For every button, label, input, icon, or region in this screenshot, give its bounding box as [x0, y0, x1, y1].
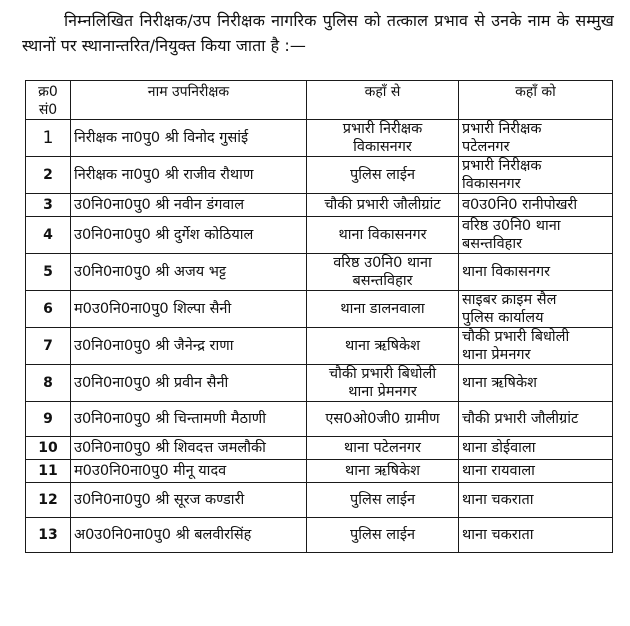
row-from: [307, 157, 459, 194]
row-to-line: थाना डोईवाला: [462, 440, 536, 456]
table-row: [26, 194, 613, 217]
row-officer-name: उ0नि0ना0पु0 श्री प्रवीन सैनी: [71, 365, 307, 402]
table-row: [26, 328, 613, 365]
row-to-line: थाना विकासनगर: [462, 264, 551, 280]
row-to: [459, 437, 613, 460]
row-to: [459, 518, 613, 553]
row-officer-name: उ0नि0ना0पु0 श्री सूरज कण्डारी: [71, 483, 307, 518]
row-from: [307, 483, 459, 518]
row-to-line: प्रभारी निरीक्षक: [462, 121, 542, 137]
table-row: [26, 120, 613, 157]
row-serial: 6: [26, 291, 71, 328]
table-row: [26, 483, 613, 518]
row-to-line: पुलिस कार्यालय: [462, 310, 544, 326]
row-to-line: चौकी प्रभारी जौलीग्रांट: [462, 411, 579, 427]
row-from-line: थाना डालनवाला: [340, 301, 425, 317]
row-to-line: थाना चकराता: [462, 492, 534, 508]
table-row: [26, 518, 613, 553]
row-to-line: थाना रायवाला: [462, 463, 535, 479]
row-from: [307, 254, 459, 291]
table-row: [26, 365, 613, 402]
row-from-line: थाना ऋषिकेश: [345, 463, 420, 479]
row-from-line: चौकी प्रभारी जौलीग्रांट: [324, 197, 441, 213]
table-row: [26, 402, 613, 437]
row-to: [459, 120, 613, 157]
row-from: [307, 194, 459, 217]
row-from: [307, 217, 459, 254]
row-officer-name: निरीक्षक ना0पु0 श्री विनोद गुसांई: [71, 120, 307, 157]
row-serial: 5: [26, 254, 71, 291]
row-to-line: चौकी प्रभारी बिधोली: [462, 329, 570, 345]
row-to-line: पटेलनगर: [462, 139, 510, 155]
header-to: कहाँ को: [459, 81, 613, 120]
row-from-line: पुलिस लाईन: [350, 167, 415, 183]
row-officer-name: निरीक्षक ना0पु0 श्री राजीव रौथाण: [71, 157, 307, 194]
row-from-line: विकासनगर: [353, 139, 412, 155]
header-serial-number: [26, 81, 71, 120]
row-from-line: बसन्तविहार: [352, 273, 413, 289]
header-name: नाम उपनिरीक्षक: [71, 81, 307, 120]
row-serial: 12: [26, 483, 71, 518]
row-to: [459, 328, 613, 365]
row-officer-name: उ0नि0ना0पु0 श्री अजय भट्ट: [71, 254, 307, 291]
row-serial: 11: [26, 460, 71, 483]
row-to: [459, 194, 613, 217]
table-row: [26, 437, 613, 460]
table-row: [26, 460, 613, 483]
row-to-line: विकासनगर: [462, 176, 521, 192]
row-from-line: थाना पटेलनगर: [344, 440, 421, 456]
row-officer-name: म0उ0नि0ना0पु0 शिल्पा सैनी: [71, 291, 307, 328]
row-from: [307, 460, 459, 483]
row-from-line: वरिष्ठ उ0नि0 थाना: [333, 255, 432, 271]
row-to: [459, 157, 613, 194]
row-officer-name: उ0नि0ना0पु0 श्री नवीन डंगवाल: [71, 194, 307, 217]
row-from-line: चौकी प्रभारी बिधोली: [328, 366, 437, 382]
row-officer-name: म0उ0नि0ना0पु0 मीनू यादव: [71, 460, 307, 483]
row-to: [459, 254, 613, 291]
row-serial: 13: [26, 518, 71, 553]
row-from-line: थाना विकासनगर: [338, 227, 427, 243]
row-serial: 2: [26, 157, 71, 194]
row-officer-name: उ0नि0ना0पु0 श्री दुर्गेश कोठियाल: [71, 217, 307, 254]
row-to: [459, 402, 613, 437]
header-from: कहाँ से: [307, 81, 459, 120]
row-officer-name: उ0नि0ना0पु0 श्री जैनेन्द्र राणा: [71, 328, 307, 365]
row-to: [459, 291, 613, 328]
row-to-line: थाना चकराता: [462, 527, 534, 543]
row-officer-name: उ0नि0ना0पु0 श्री शिवदत्त जमलौकी: [71, 437, 307, 460]
row-from: [307, 365, 459, 402]
row-serial: 8: [26, 365, 71, 402]
row-from: [307, 402, 459, 437]
intro-text: निम्नलिखित निरीक्षक/उप निरीक्षक नागरिक पुलिस को तत्काल प्रभाव से उनके नाम के सम्मुख स्थानों पर स्थानान्तरित/नियुक्त किया जाता है :—: [22, 11, 614, 55]
row-from-line: प्रभारी निरीक्षक: [342, 121, 423, 137]
row-to-line: प्रभारी निरीक्षक: [462, 158, 542, 174]
table-row: [26, 217, 613, 254]
row-serial: 3: [26, 194, 71, 217]
row-from-line: पुलिस लाईन: [350, 492, 415, 508]
row-to-line: थाना ऋषिकेश: [462, 375, 537, 391]
row-serial: 9: [26, 402, 71, 437]
row-serial: 7: [26, 328, 71, 365]
row-to: [459, 483, 613, 518]
table-header-row: [26, 81, 613, 120]
row-to: [459, 460, 613, 483]
transfer-table: [25, 80, 613, 553]
row-from-line: एस0ओ0जी0 ग्रामीण: [325, 411, 440, 427]
row-to: [459, 365, 613, 402]
row-to: [459, 217, 613, 254]
header-serial-line2: सं0: [38, 102, 58, 118]
table-row: [26, 291, 613, 328]
row-from-line: थाना प्रेमनगर: [348, 384, 417, 400]
row-from: [307, 291, 459, 328]
row-serial: 4: [26, 217, 71, 254]
order-intro-paragraph: [22, 8, 614, 58]
row-from: [307, 328, 459, 365]
row-serial: 10: [26, 437, 71, 460]
table-row: [26, 254, 613, 291]
row-to-line: वरिष्ठ उ0नि0 थाना: [462, 218, 561, 234]
row-to-line: थाना प्रेमनगर: [462, 347, 531, 363]
row-to-line: साइबर क्राइम सैल: [462, 292, 557, 308]
row-from: [307, 437, 459, 460]
row-to-line: बसन्तविहार: [462, 236, 523, 252]
row-serial: 1: [26, 120, 71, 157]
row-from-line: पुलिस लाईन: [350, 527, 415, 543]
header-serial-line1: क्र0: [38, 84, 58, 100]
row-from: [307, 518, 459, 553]
row-officer-name: अ0उ0नि0ना0पु0 श्री बलवीरसिंह: [71, 518, 307, 553]
row-officer-name: उ0नि0ना0पु0 श्री चिन्तामणी मैठाणी: [71, 402, 307, 437]
table-row: [26, 157, 613, 194]
row-from: [307, 120, 459, 157]
row-from-line: थाना ऋषिकेश: [345, 338, 420, 354]
row-to-line: व0उ0नि0 रानीपोखरी: [462, 197, 578, 213]
